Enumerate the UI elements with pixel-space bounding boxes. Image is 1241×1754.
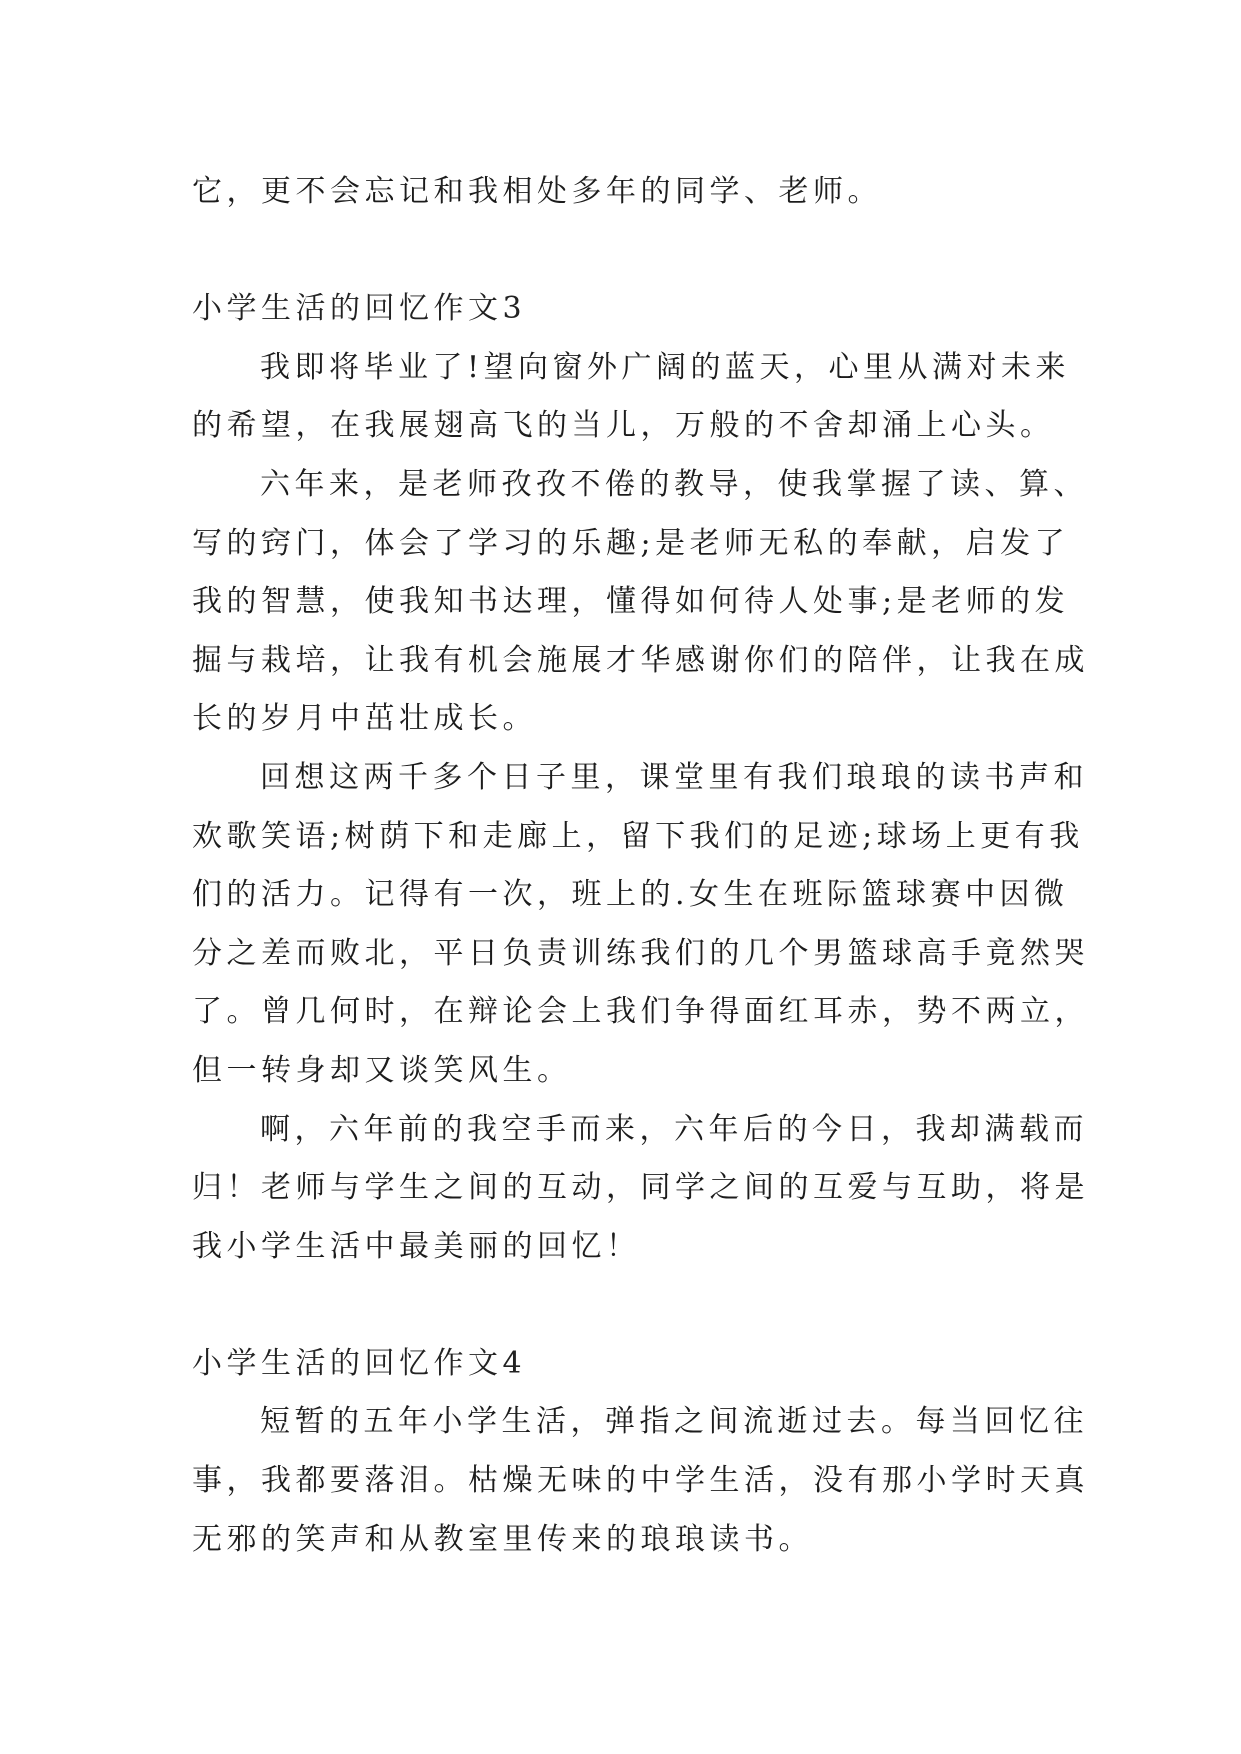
blank-line <box>192 222 1132 281</box>
essay-heading: 小学生活的回忆作文4 <box>192 1345 527 1381</box>
text-line: 写的窍门，体会了学习的乐趣;是老师无私的奉献，启发了 <box>192 525 1070 561</box>
text-line: 我即将毕业了!望向窗外广阔的蓝天，心里从满对未来 <box>260 349 1071 385</box>
blank-line <box>192 1276 1132 1335</box>
text-line: 长的岁月中茁壮成长。 <box>192 701 537 737</box>
paragraph <box>192 456 1132 749</box>
paragraph <box>192 1101 1132 1277</box>
text-line: 它，更不会忘记和我相处多年的同学、老师。 <box>192 174 882 209</box>
text-line: 掘与栽培，让我有机会施展才华感谢你们的陪伴，让我在成 <box>192 642 1089 678</box>
text-line: 事，我都要落泪。枯燥无味的中学生活，没有那小学时天真 <box>192 1463 1089 1499</box>
text-line: 们的活力。记得有一次，班上的.女生在班际篮球赛中因微 <box>192 877 1069 913</box>
text-line: 我小学生活中最美丽的回忆！ <box>192 1228 641 1264</box>
text-line: 分之差而败北，平日负责训练我们的几个男篮球高手竟然哭 <box>192 935 1089 971</box>
text-line: 了。曾几何时，在辩论会上我们争得面红耳赤，势不两立， <box>192 994 1089 1030</box>
text-line: 归！老师与学生之间的互动，同学之间的互爱与互助，将是 <box>192 1170 1089 1206</box>
text-line: 的希望，在我展翅高飞的当儿，万般的不舍却涌上心头。 <box>192 408 1055 444</box>
paragraph <box>192 163 1132 222</box>
text-line: 欢歌笑语;树荫下和走廊上，留下我们的足迹;球场上更有我 <box>192 818 1084 854</box>
paragraph <box>192 749 1132 1101</box>
essay-heading: 小学生活的回忆作文3 <box>192 291 527 327</box>
text-line: 我的智慧，使我知书达理，懂得如何待人处事;是老师的发 <box>192 584 1070 620</box>
paragraph <box>192 1393 1132 1569</box>
essay-section <box>192 280 1132 1276</box>
text-line: 短暂的五年小学生活，弹指之间流逝过去。每当回忆往 <box>260 1404 1088 1440</box>
text-line: 无邪的笑声和从教室里传来的琅琅读书。 <box>192 1521 813 1557</box>
text-line: 但一转身却又谈笑风生。 <box>192 1052 572 1088</box>
text-line: 回想这两千多个日子里，课堂里有我们琅琅的读书声和 <box>260 759 1088 795</box>
document-body <box>192 163 1132 1569</box>
text-line: 啊，六年前的我空手而来，六年后的今日，我却满载而 <box>260 1111 1088 1147</box>
paragraph <box>192 339 1132 456</box>
essay-section <box>192 1335 1132 1569</box>
text-line: 六年来，是老师孜孜不倦的教导，使我掌握了读、算、 <box>260 466 1088 502</box>
